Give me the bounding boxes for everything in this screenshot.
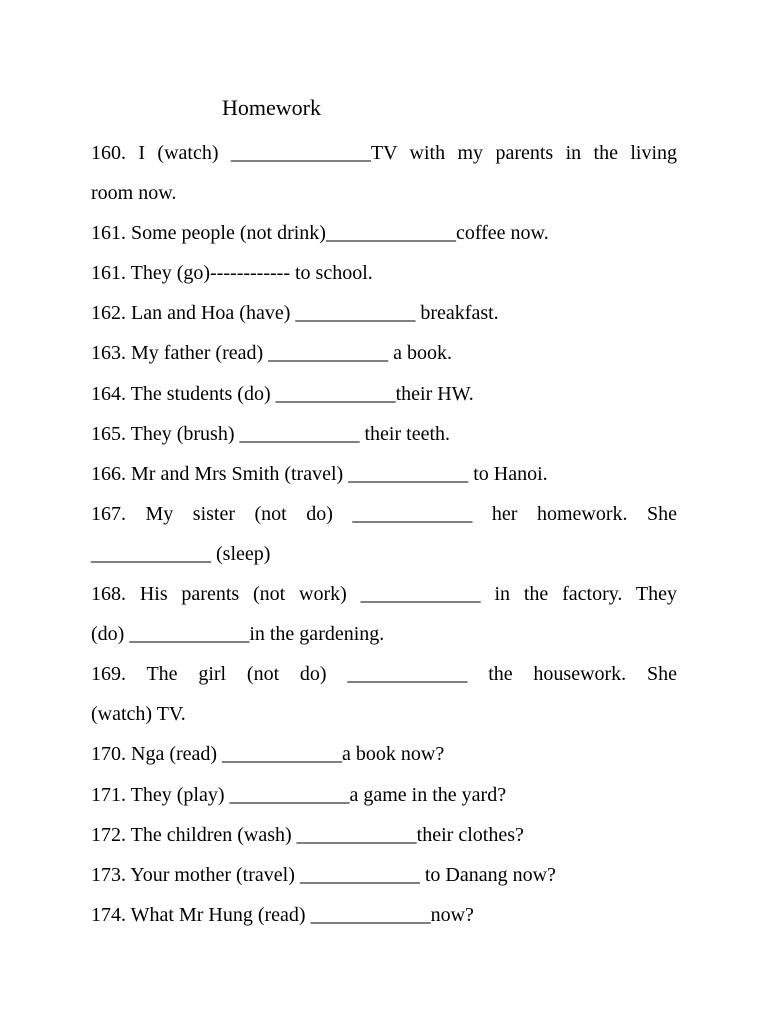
exercise-line: 172. The children (wash) ____________their clothes? bbox=[91, 823, 524, 846]
exercise-line: 161. Some people (not drink)_____________coffee now. bbox=[91, 222, 549, 245]
page-title: Homework bbox=[222, 95, 321, 120]
exercise-line: 165. They (brush) ____________ their teeth. bbox=[91, 422, 451, 445]
exercise-line: 174. What Mr Hung (read) ____________now? bbox=[91, 903, 474, 926]
exercise-line: 164. The students (do) ____________their HW. bbox=[91, 382, 474, 405]
exercise-line: 162. Lan and Hoa (have) ____________ breakfast. bbox=[91, 302, 499, 325]
exercise-line: (watch) TV. bbox=[91, 703, 186, 726]
exercise-line: 171. They (play) ____________a game in the yard? bbox=[91, 783, 507, 806]
exercise-line: room now. bbox=[91, 182, 177, 205]
exercise-line: 161. They (go)------------ to school. bbox=[91, 262, 373, 285]
exercise-line: 160. I (watch) ______________TV with my parents in the living bbox=[91, 142, 677, 164]
exercise-line: 170. Nga (read) ____________a book now? bbox=[91, 743, 445, 766]
exercise-line: 167. My sister (not do) ____________ her homework. She bbox=[91, 502, 677, 525]
exercise-line: 163. My father (read) ____________ a book. bbox=[91, 342, 453, 365]
exercise-line: 173. Your mother (travel) ____________ to Danang now? bbox=[91, 863, 556, 886]
exercise-line: 169. The girl (not do) ____________ the housework. She bbox=[91, 663, 677, 686]
exercise-list bbox=[91, 133, 677, 935]
exercise-line: ____________ (sleep) bbox=[91, 542, 271, 565]
exercise-line: 168. His parents (not work) ____________ in the factory. They bbox=[91, 583, 677, 606]
exercise-line: 166. Mr and Mrs Smith (travel) ____________ to Hanoi. bbox=[91, 462, 548, 485]
homework-document bbox=[91, 93, 677, 935]
exercise-line: (do) ____________in the gardening. bbox=[91, 623, 385, 646]
